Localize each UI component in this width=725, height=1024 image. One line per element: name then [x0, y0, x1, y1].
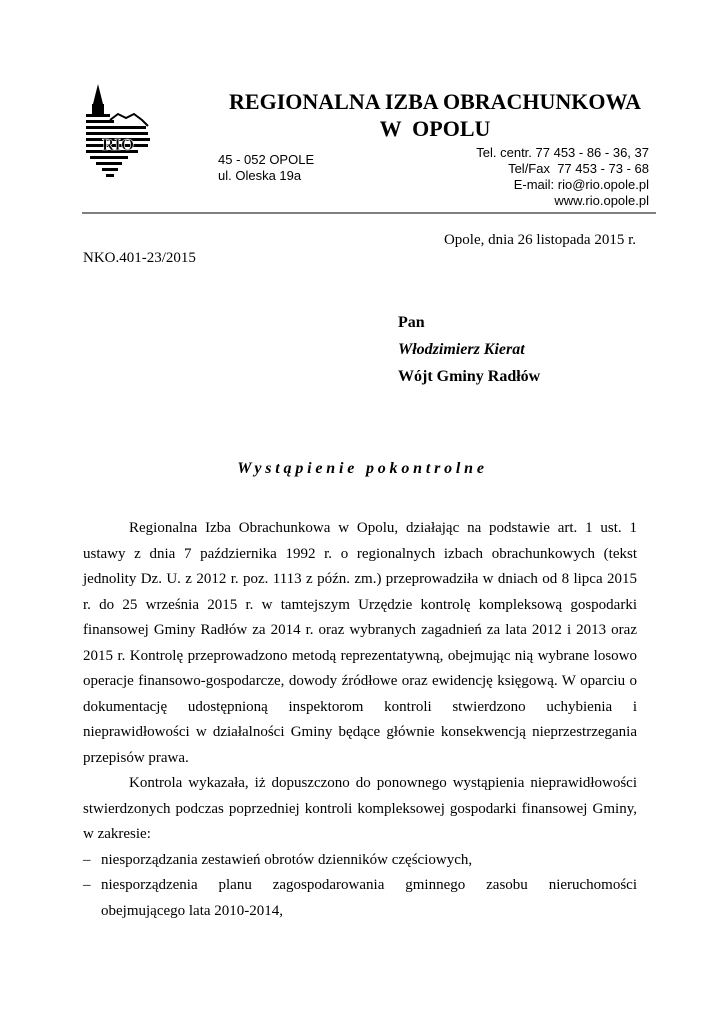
organization-title — [150, 88, 720, 142]
rio-logo — [82, 84, 152, 184]
email: E-mail: rio@rio.opole.pl — [513, 177, 649, 192]
postal-address — [218, 152, 314, 184]
findings-list — [83, 848, 637, 925]
recipient-name: Włodzimierz Kierat — [398, 341, 525, 358]
header-divider — [82, 212, 656, 214]
logo-text: RIO — [101, 135, 135, 154]
list-dash: – — [83, 877, 91, 893]
list-item-text: niesporządzania zestawień obrotów dzienników częściowych, — [101, 851, 473, 868]
contact-block — [476, 145, 649, 209]
list-item-text: niesporządzenia planu zagospodarowania gminnego zasobu nieruchomości obejmującego lata 2010-2014, — [101, 877, 637, 919]
letter-date: Opole, dnia 26 listopada 2015 r. — [443, 232, 636, 248]
recipient-block — [398, 309, 540, 390]
reference-number: NKO.401-23/2015 — [83, 250, 196, 266]
address-line2: ul. Oleska 19a — [218, 168, 302, 183]
phone-fax: Tel/Fax 77 453 - 73 - 68 — [508, 161, 649, 176]
list-item — [83, 848, 637, 874]
paragraph-2: Kontrola wykazała, iż dopuszczono do ponownego wystąpienia nieprawidłowości stwierdzonych podczas poprzedniej kontroli kompleksowej gospodarki finansowej Gminy, w zakresie: — [83, 775, 637, 842]
list-dash: – — [83, 851, 91, 868]
document-title: Wystąpienie pokontrolne — [237, 460, 488, 477]
paragraph-1: Regionalna Izba Obrachunkowa w Opolu, działając na podstawie art. 1 ust. 1 ustawy z dnia 7 października 1992 r. o regionalnych izbach obrachunkowych (tekst jednolity Dz. U. z 2012 r. poz. 1113 z późn. zm.) przeprowadziła w dniach od 8 lipca 2015 r. do 25 września 2015 r. w tamtejszym Urzędzie kontrolę kompleksową gospodarki finansowej Gminy Radłów za 2014 r. oraz wybranych zagadnień za lata 2012 i 2013 oraz 2015 r. Kontrolę przeprowadzono metodą reprezentatywną, obejmując nią wybrane losowo operacje finansowo-gospodarcze, dowody źródłowe oraz ewidencję księgową. W oparciu o dokumentację udostępnioną inspektorom kontroli stwierdzono uchybienia i nieprawidłowości w działalności Gminy będące głównie konsekwencją nieprzestrzegania przepisów prawa. — [83, 520, 637, 766]
list-item — [83, 873, 637, 924]
recipient-position: Wójt Gminy Radłów — [398, 368, 541, 385]
org-name-line2: W OPOLU — [379, 116, 491, 141]
website: www.rio.opole.pl — [554, 193, 649, 208]
phone-central: Tel. centr. 77 453 - 86 - 36, 37 — [476, 145, 649, 160]
recipient-salutation: Pan — [398, 314, 425, 331]
letter-body — [83, 516, 637, 924]
org-name-line1: REGIONALNA IZBA OBRACHUNKOWA — [229, 89, 641, 114]
rio-logo-graphic — [82, 84, 152, 184]
address-line1: 45 - 052 OPOLE — [218, 152, 315, 167]
